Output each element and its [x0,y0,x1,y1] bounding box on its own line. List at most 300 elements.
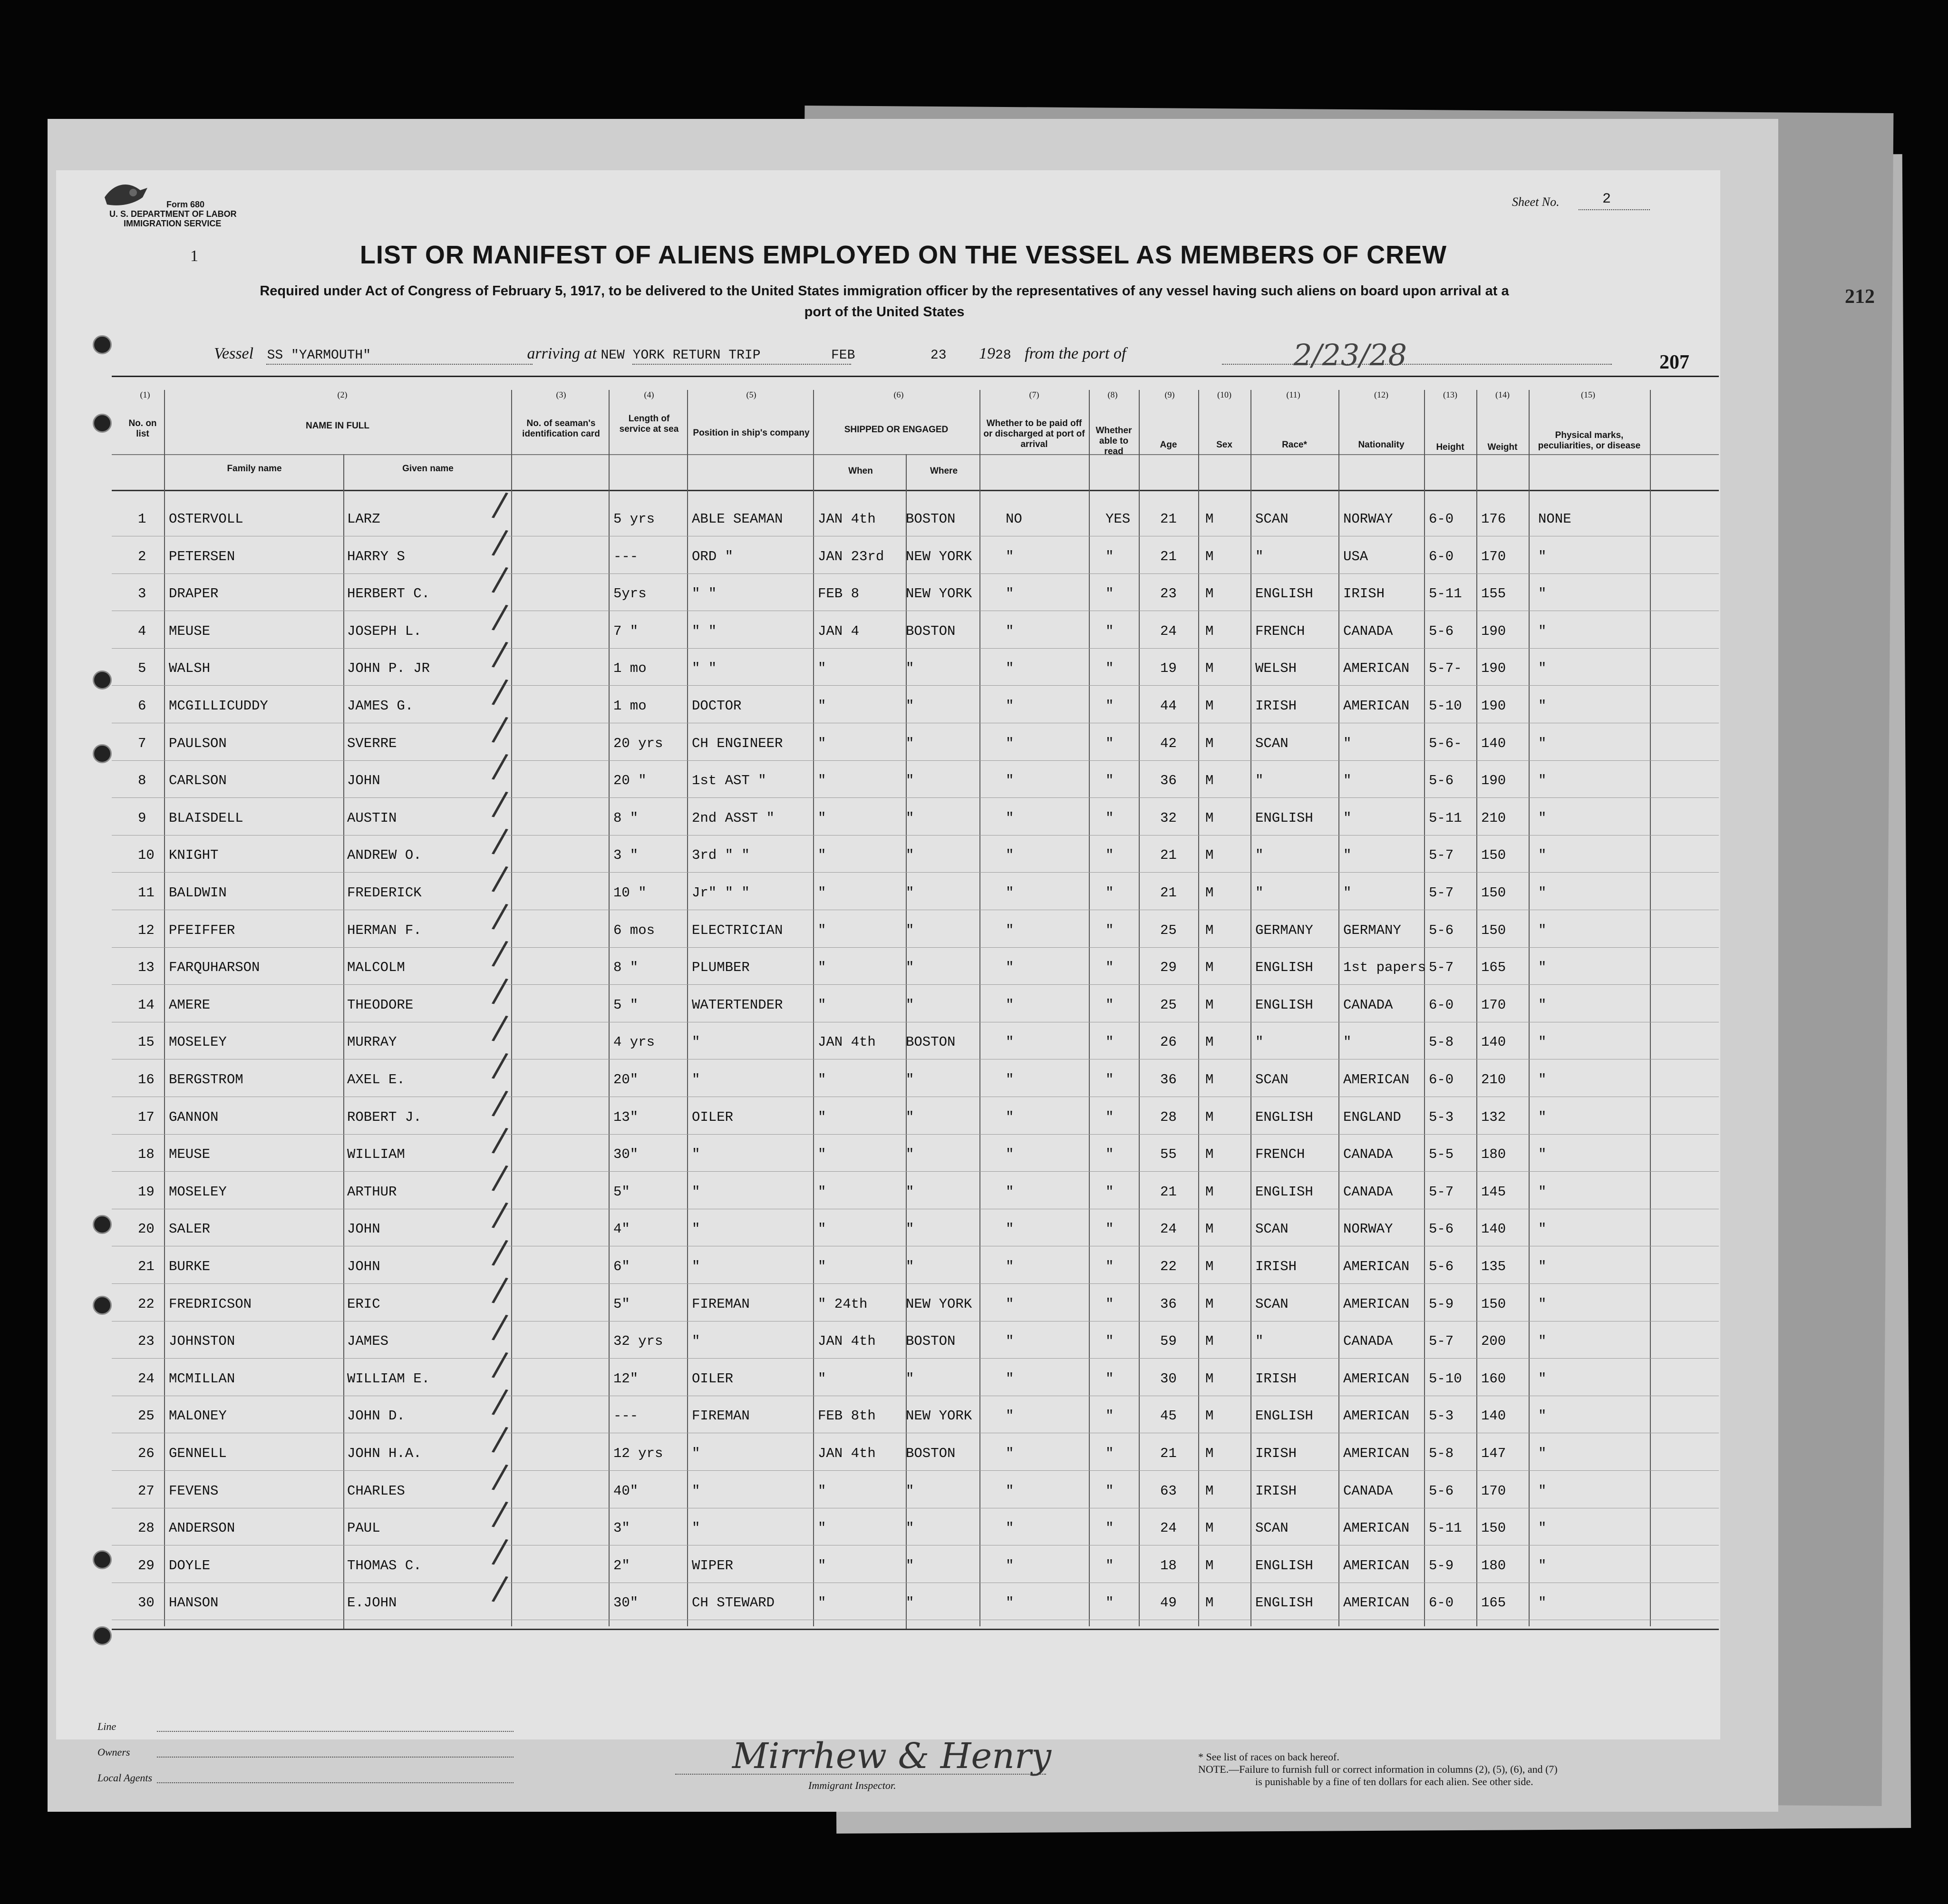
owners-field [157,1757,514,1758]
physical-marks: " [1538,698,1547,714]
position: " [692,1072,700,1088]
length-of-service: --- [613,548,639,564]
row-rule [112,1358,1719,1359]
able-to-read: " [1105,997,1114,1013]
column-rule [1198,390,1199,1626]
position: OILER [692,1109,734,1125]
length-of-service: 20" [613,1072,639,1088]
shipped-where: " [906,922,914,938]
sex: M [1205,922,1214,938]
arriving-at: NEW YORK RETURN TRIP [601,348,761,363]
height: 5-7 [1429,847,1454,864]
able-to-read: " [1105,1520,1114,1536]
able-to-read: " [1105,735,1114,751]
seaman-card-check-mark: / [490,933,510,973]
sex: M [1205,1146,1214,1163]
height: 5-3 [1429,1109,1454,1125]
penalty-note-cont: is punishable by a fine of ten dollars for each alien. See other side. [1255,1776,1533,1787]
family-name: PAULSON [169,735,227,751]
weight: 176 [1481,511,1506,527]
shipped-when: " [818,1370,826,1387]
header-height: Height [1436,442,1464,452]
shipped-where: " [906,1221,914,1237]
header-physical-marks: Physical marks, peculiarities, or disease [1538,430,1641,451]
length-of-service: 5" [613,1184,630,1200]
position: 2nd ASST " [692,810,775,826]
given-name: ARTHUR [347,1184,397,1200]
length-of-service: 13" [613,1109,639,1125]
nationality: NORWAY [1343,511,1393,527]
position: ABLE SEAMAN [692,511,783,527]
able-to-read: " [1105,1446,1114,1461]
shipped-where: " [906,1259,914,1274]
local-agents-field [157,1782,514,1783]
sex: M [1205,735,1214,751]
inspector-signature-line [675,1774,1046,1775]
age: 22 [1160,1259,1177,1274]
physical-marks: " [1538,810,1547,826]
department-name: U. S. DEPARTMENT OF LABOR [109,209,237,219]
weight: 180 [1481,1146,1506,1163]
shipped-when: JAN 4 [818,623,860,639]
shipped-where: BOSTON [906,623,956,639]
header-where: Where [930,466,958,476]
port-line [1222,364,1612,365]
service-name: IMMIGRATION SERVICE [124,219,222,228]
row-number: 2 [138,548,146,564]
race: SCAN [1255,511,1289,527]
seaman-card-check-mark: / [490,709,510,749]
position: " [692,1483,700,1499]
given-name: HARRY S [347,548,405,564]
shipped-when: " [818,735,826,751]
header-race: Race* [1282,440,1307,450]
position: OILER [692,1370,734,1387]
nationality: USA [1343,548,1368,564]
row-rule [112,648,1719,649]
row-rule [112,984,1719,985]
family-name: FREDRICSON [169,1296,252,1312]
given-name: JOSEPH L. [347,623,422,639]
shipped-where: BOSTON [906,1446,956,1461]
position: PLUMBER [692,960,750,976]
physical-marks: " [1538,1446,1547,1461]
weight: 150 [1481,885,1506,901]
subtitle-line-2: port of the United States [804,304,965,320]
age: 49 [1160,1595,1177,1611]
shipped-when: " [818,1595,826,1611]
given-name: AXEL E. [347,1072,405,1088]
shipped-where: " [906,661,914,677]
position: ELECTRICIAN [692,922,783,938]
shipped-where: " [906,847,914,864]
paid-off: " [1006,1259,1014,1274]
line-label: Line [97,1720,116,1732]
seaman-card-check-mark: / [490,1306,510,1347]
row-number: 14 [138,997,155,1013]
physical-marks: " [1538,997,1547,1013]
able-to-read: " [1105,1408,1114,1424]
row-number: 9 [138,810,146,826]
able-to-read: " [1105,1483,1114,1499]
shipped-when: JAN 4th [818,511,876,527]
length-of-service: 6 mos [613,922,655,938]
shipped-where: " [906,1370,914,1387]
position: " [692,1333,700,1350]
paid-off: " [1006,623,1014,639]
height: 6-0 [1429,997,1454,1013]
column-rule [1089,390,1090,1626]
position: " " [692,623,717,639]
given-name: MALCOLM [347,960,405,976]
position: " [692,1446,700,1461]
race: SCAN [1255,1221,1289,1237]
family-name: ANDERSON [169,1520,235,1536]
given-name: JOHN [347,1259,380,1274]
physical-marks: " [1538,1557,1547,1574]
shipped-when: " [818,1483,826,1499]
vessel-line [214,345,1126,363]
paid-off: " [1006,1333,1014,1350]
length-of-service: 5" [613,1296,630,1312]
binder-hole [93,744,112,763]
able-to-read: " [1105,1557,1114,1574]
column-rule [1139,390,1140,1626]
column-rule [979,390,980,1626]
sex: M [1205,698,1214,714]
family-name: BLAISDELL [169,810,243,826]
column-rule [343,454,344,1629]
family-name: AMERE [169,997,211,1013]
row-number: 26 [138,1446,155,1461]
physical-marks: " [1538,623,1547,639]
binder-hole [93,1626,112,1645]
race: ENGLISH [1255,1109,1313,1125]
header-family-name: Family name [227,464,282,474]
inspector-signature: Mirrhew & Henry [732,1736,1052,1777]
nationality: " [1343,810,1352,826]
weight: 150 [1481,922,1506,938]
position: " [692,1221,700,1237]
sex: M [1205,1595,1214,1611]
nationality: ENGLAND [1343,1109,1401,1125]
given-name: ROBERT J. [347,1109,422,1125]
able-to-read: YES [1105,511,1131,527]
height: 5-10 [1429,1370,1462,1387]
races-note: * See list of races on back hereof. [1198,1751,1339,1763]
position: " [692,1520,700,1536]
age: 29 [1160,960,1177,976]
header-when: When [848,466,873,476]
seaman-card-check-mark: / [490,1157,510,1198]
sex: M [1205,1109,1214,1125]
seaman-card-check-mark: / [490,1045,510,1086]
length-of-service: 20 yrs [613,735,663,751]
race: " [1255,1333,1264,1350]
position: " " [692,661,717,677]
sex: M [1205,1333,1214,1350]
seaman-card-check-mark: / [490,783,510,824]
given-name: WILLIAM [347,1146,405,1163]
sheet-number-line [1579,209,1650,210]
sex: M [1205,511,1214,527]
height: 6-0 [1429,511,1454,527]
family-name: MOSELEY [169,1184,227,1200]
race: IRISH [1255,698,1297,714]
nationality: AMERICAN [1343,1446,1410,1461]
arriving-label: arriving at [527,345,597,362]
seaman-card-check-mark: / [490,970,510,1011]
weight: 200 [1481,1333,1506,1350]
age: 25 [1160,922,1177,938]
row-number: 4 [138,623,146,639]
column-rule [813,390,814,1626]
paid-off: " [1006,1520,1014,1536]
handwritten-date: 2/23/28 [1293,338,1407,372]
column-number: (7) [1029,390,1039,399]
able-to-read: " [1105,1370,1114,1387]
physical-marks: " [1538,661,1547,677]
height: 5-7 [1429,960,1454,976]
header-age: Age [1160,440,1177,450]
race: IRISH [1255,1370,1297,1387]
row-rule [112,797,1719,798]
column-rule [687,390,688,1626]
family-name: OSTERVOLL [169,511,243,527]
paid-off: " [1006,997,1014,1013]
nationality: AMERICAN [1343,1296,1410,1312]
row-rule [112,685,1719,686]
paid-off: " [1006,1557,1014,1574]
column-number: (4) [644,390,654,399]
header-sex: Sex [1216,440,1232,450]
length-of-service: 6" [613,1259,630,1274]
arriving-line [632,364,851,365]
physical-marks: " [1538,1520,1547,1536]
seaman-card-check-mark: / [490,1269,510,1310]
given-name: E.JOHN [347,1595,397,1611]
paid-off: " [1006,885,1014,901]
nationality: AMERICAN [1343,698,1410,714]
sex: M [1205,810,1214,826]
family-name: MEUSE [169,1146,211,1163]
seaman-card-check-mark: / [490,522,510,563]
race: WELSH [1255,661,1297,677]
column-rule [1529,390,1530,1626]
physical-marks: " [1538,885,1547,901]
seaman-card-check-mark: / [490,633,510,674]
shipped-when: JAN 4th [818,1446,876,1461]
weight: 155 [1481,586,1506,602]
paid-off: " [1006,1109,1014,1125]
given-name: ERIC [347,1296,380,1312]
weight: 170 [1481,548,1506,564]
age: 24 [1160,1221,1177,1237]
position: WATERTENDER [692,997,783,1013]
paid-off: " [1006,1034,1014,1050]
shipped-where: " [906,810,914,826]
shipped-where: " [906,1146,914,1163]
page-number-right: 212 [1845,286,1875,308]
column-rule [1424,390,1425,1626]
position: WIPER [692,1557,734,1574]
paid-off: " [1006,586,1014,602]
column-number: (2) [337,390,348,399]
sex: M [1205,1408,1214,1424]
height: 6-0 [1429,548,1454,564]
weight: 170 [1481,997,1506,1013]
age: 26 [1160,1034,1177,1050]
shipped-where: BOSTON [906,1333,956,1350]
row-rule [112,573,1719,574]
row-number: 12 [138,922,155,938]
length-of-service: 4 yrs [613,1034,655,1050]
race: ENGLISH [1255,1408,1313,1424]
given-name: JOHN D. [347,1408,405,1424]
owners-label: Owners [97,1746,130,1758]
seaman-card-check-mark: / [490,1344,510,1385]
physical-marks: " [1538,548,1547,564]
height: 5-6 [1429,623,1454,639]
age: 21 [1160,885,1177,901]
family-name: PFEIFFER [169,922,235,938]
row-rule [112,760,1719,761]
header-bottom [112,490,1719,491]
shipped-when: " [818,810,826,826]
weight: 210 [1481,810,1506,826]
shipped-when: " [818,1146,826,1163]
sex: M [1205,1446,1214,1461]
height: 5-6- [1429,735,1462,751]
given-name: PAUL [347,1520,380,1536]
page-title: LIST OR MANIFEST OF ALIENS EMPLOYED ON THE VESSEL AS MEMBERS OF CREW [359,241,1447,269]
paid-off: " [1006,1072,1014,1088]
paid-off: " [1006,922,1014,938]
column-rule [1250,390,1251,1626]
given-name: WILLIAM E. [347,1370,430,1387]
row-number: 23 [138,1333,155,1350]
nationality: CANADA [1343,1146,1393,1163]
length-of-service: 30" [613,1595,639,1611]
able-to-read: " [1105,1296,1114,1312]
family-name: GANNON [169,1109,219,1125]
shipped-when: " [818,1557,826,1574]
position: 3rd " " [692,847,750,864]
length-of-service: 3" [613,1520,630,1536]
shipped-when: " [818,1109,826,1125]
height: 5-6 [1429,1221,1454,1237]
row-number: 11 [138,885,155,901]
sex: M [1205,1557,1214,1574]
able-to-read: " [1105,1595,1114,1611]
height: 5-3 [1429,1408,1454,1424]
sex: M [1205,1259,1214,1274]
given-name: JOHN [347,773,380,789]
row-number: 8 [138,773,146,789]
position: FIREMAN [692,1408,750,1424]
position: CH STEWARD [692,1595,775,1611]
age: 21 [1160,1446,1177,1461]
race: " [1255,548,1264,564]
given-name: ANDREW O. [347,847,422,864]
sheet-number: 2 [1602,191,1611,207]
sex: M [1205,1072,1214,1088]
sex: M [1205,1221,1214,1237]
race: " [1255,773,1264,789]
age: 24 [1160,623,1177,639]
given-name: MURRAY [347,1034,397,1050]
sex: M [1205,885,1214,901]
row-number: 5 [138,661,146,677]
height: 6-0 [1429,1072,1454,1088]
race: " [1255,847,1264,864]
family-name: PETERSEN [169,548,235,564]
nationality: " [1343,885,1352,901]
age: 55 [1160,1146,1177,1163]
shipped-when: " [818,960,826,976]
race: ENGLISH [1255,1557,1313,1574]
weight: 190 [1481,698,1506,714]
height: 5-7- [1429,661,1462,677]
position: ORD " [692,548,734,564]
shipped-where: " [906,1595,914,1611]
subtitle-line-1: Required under Act of Congress of February 5, 1917, to be delivered to the United States immigration officer by the representatives of any vessel having such aliens on board upon arrival at a [260,283,1509,299]
seaman-card-check-mark: / [490,1418,510,1459]
weight: 190 [1481,661,1506,677]
header-length-service: Length of service at sea [619,414,679,434]
physical-marks: " [1538,1109,1547,1125]
race: FRENCH [1255,1146,1305,1163]
able-to-read: " [1105,885,1114,901]
weight: 180 [1481,1557,1506,1574]
margin-mark: 1 [190,247,198,265]
weight: 190 [1481,773,1506,789]
family-name: KNIGHT [169,847,219,864]
year-suffix: 28 [995,348,1011,363]
race: ENGLISH [1255,960,1313,976]
able-to-read: " [1105,1109,1114,1125]
paid-off: " [1006,1221,1014,1237]
shipped-where: " [906,698,914,714]
weight: 147 [1481,1446,1506,1461]
height: 6-0 [1429,1595,1454,1611]
nationality: CANADA [1343,1333,1393,1350]
physical-marks: " [1538,960,1547,976]
seaman-card-check-mark: / [490,1232,510,1273]
shipped-when: " [818,1072,826,1088]
arrival-month: FEB [831,348,855,363]
row-number: 29 [138,1557,155,1574]
length-of-service: 8 " [613,960,639,976]
nationality: AMERICAN [1343,1520,1410,1536]
given-name: THEODORE [347,997,414,1013]
physical-marks: " [1538,1034,1547,1050]
physical-marks: " [1538,773,1547,789]
physical-marks: " [1538,1221,1547,1237]
shipped-where: BOSTON [906,1034,956,1050]
paid-off: " [1006,1184,1014,1200]
able-to-read: " [1105,810,1114,826]
position: DOCTOR [692,698,742,714]
height: 5-8 [1429,1446,1454,1461]
family-name: DRAPER [169,586,219,602]
weight: 160 [1481,1370,1506,1387]
physical-marks: " [1538,922,1547,938]
shipped-when: FEB 8 [818,586,860,602]
physical-marks: " [1538,1184,1547,1200]
race: " [1255,885,1264,901]
seaman-card-check-mark: / [490,1531,510,1572]
